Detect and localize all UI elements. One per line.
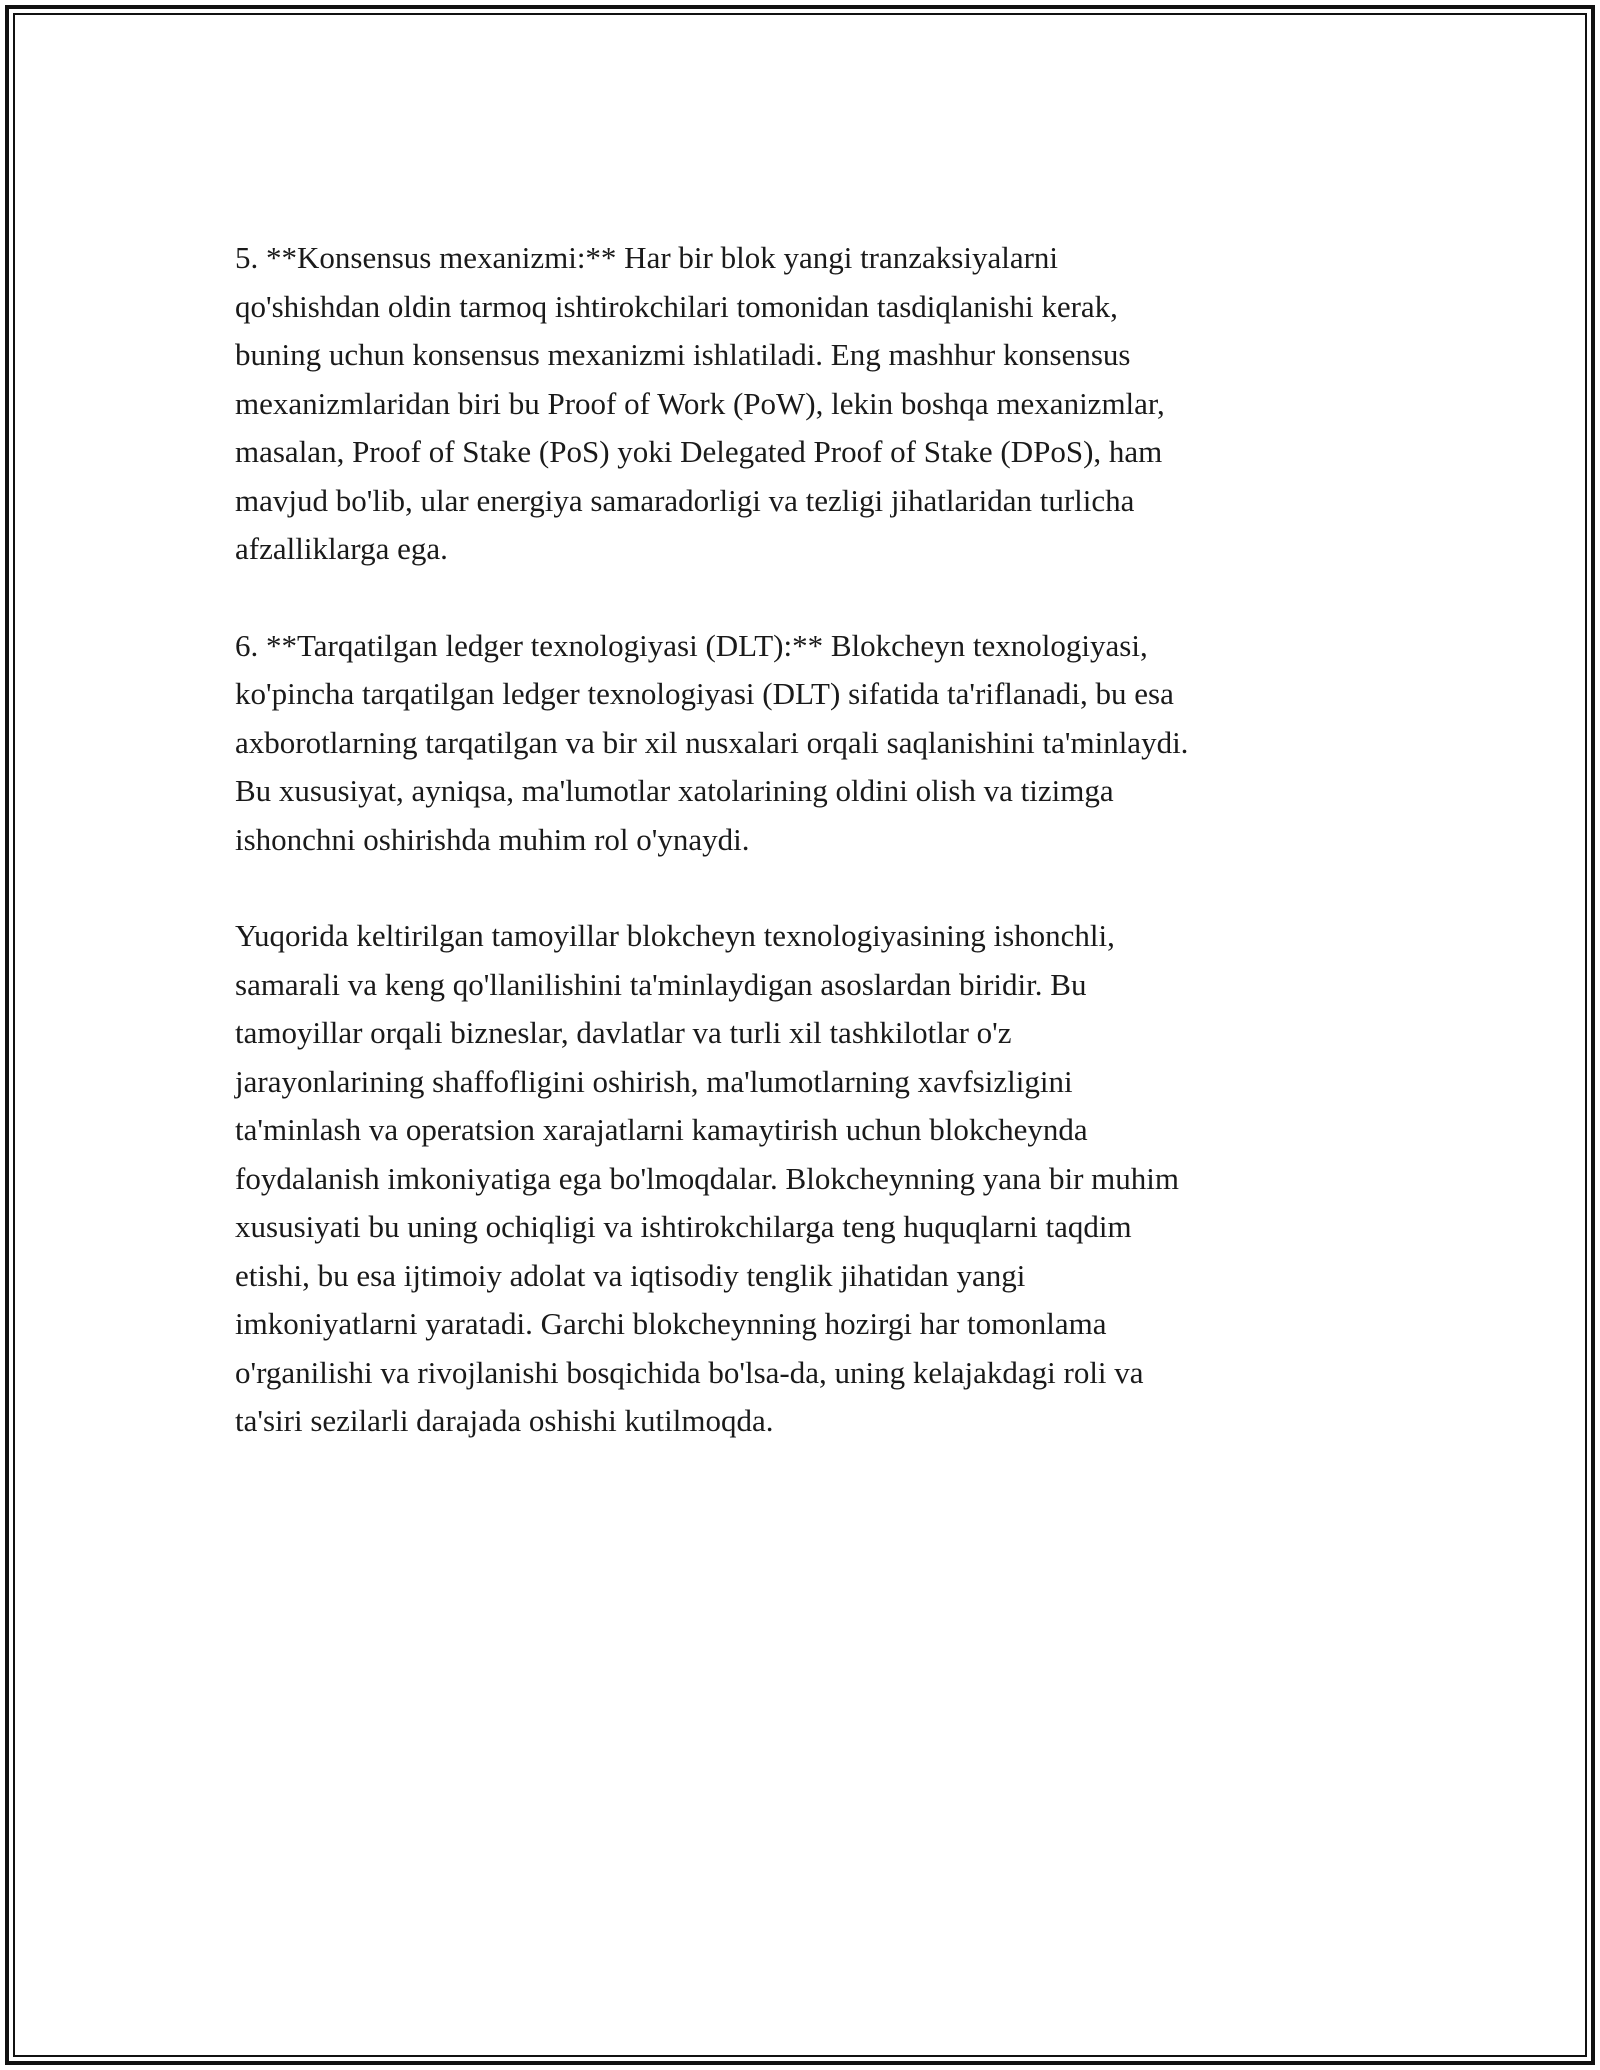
text-line: ishonchni oshirishda muhim rol o'ynaydi.	[235, 821, 750, 857]
text-line: 6. **Tarqatilgan ledger texnologiyasi (DLT):** Blokcheyn texnologiyasi,	[235, 627, 1148, 663]
text-line: foydalanish imkoniyatiga ega bo'lmoqdalar. Blokcheynning yana bir muhim	[235, 1160, 1180, 1196]
text-line: ko'pincha tarqatilgan ledger texnologiyasi (DLT) sifatida ta'riflanadi, bu esa	[235, 676, 1174, 711]
text-line: xususiyati bu uning ochiqligi va ishtirokchilarga teng huquqlarni taqdim	[235, 1209, 1132, 1244]
text-line: qo'shishdan oldin tarmoq ishtirokchilari tomonidan tasdiqlanishi kerak,	[235, 288, 1118, 324]
text-line: tamoyillar orqali biznеslar, davlatlar va turli xil tashkilotlar o'z	[235, 1015, 1012, 1050]
text-line: jarayonlarining shaffofligini oshirish, ma'lumotlarning xavfsizligini	[235, 1063, 1073, 1099]
paragraph-distributed-ledger	[235, 622, 1375, 865]
text-line: afzalliklarga ega.	[235, 531, 448, 566]
text-line: axborotlarning tarqatilgan va bir xil nusxalari orqali saqlanishini ta'minlaydi.	[235, 724, 1189, 760]
text-line: Bu xususiyat, ayniqsa, ma'lumotlar xatolarining oldini olish va tizimga	[235, 773, 1114, 808]
text-line: mavjud bo'lib, ular energiya samaradorligi va tezligi jihatlaridan turlicha	[235, 482, 1135, 518]
text-line: 5. **Konsensus mexanizmi:** Har bir blok yangi tranzaksiyalarni	[235, 240, 1059, 275]
paragraph-conclusion	[235, 912, 1375, 1446]
text-line: ta'minlash va operatsion xarajatlarni kamaytirish uchun blokcheynda	[235, 1112, 1088, 1147]
paragraph-consensus-mechanism	[235, 234, 1375, 574]
text-line: masalan, Proof of Stake (PoS) yoki Delegated Proof of Stake (DPoS), ham	[235, 434, 1163, 469]
text-line: etishi, bu esa ijtimoiy adolat va iqtisodiy tenglik jihatidan yangi	[235, 1257, 1026, 1293]
text-line: buning uchun konsensus mexanizmi ishlatiladi. Eng mashhur konsensus	[235, 337, 1131, 372]
text-line: o'rganilishi va rivojlanishi bosqichida bo'lsa-da, uning kelajakdagi roli va	[235, 1354, 1144, 1390]
text-line: ta'siri sezilarli darajada oshishi kutilmoqda.	[235, 1403, 774, 1438]
text-line: samarali va keng qo'llanilishini ta'minlaydigan asoslardan biridir. Bu	[235, 966, 1087, 1002]
text-line: Yuqorida keltirilgan tamoyillar blokcheyn texnologiyasining ishonchli,	[235, 918, 1115, 953]
text-line: imkoniyatlarni yaratadi. Garchi blokcheynning hozirgi har tomonlama	[235, 1306, 1107, 1341]
text-line: mexanizmlaridan biri bu Proof of Work (PoW), lekin boshqa mexanizmlar,	[235, 385, 1165, 421]
document-body	[235, 234, 1375, 1494]
